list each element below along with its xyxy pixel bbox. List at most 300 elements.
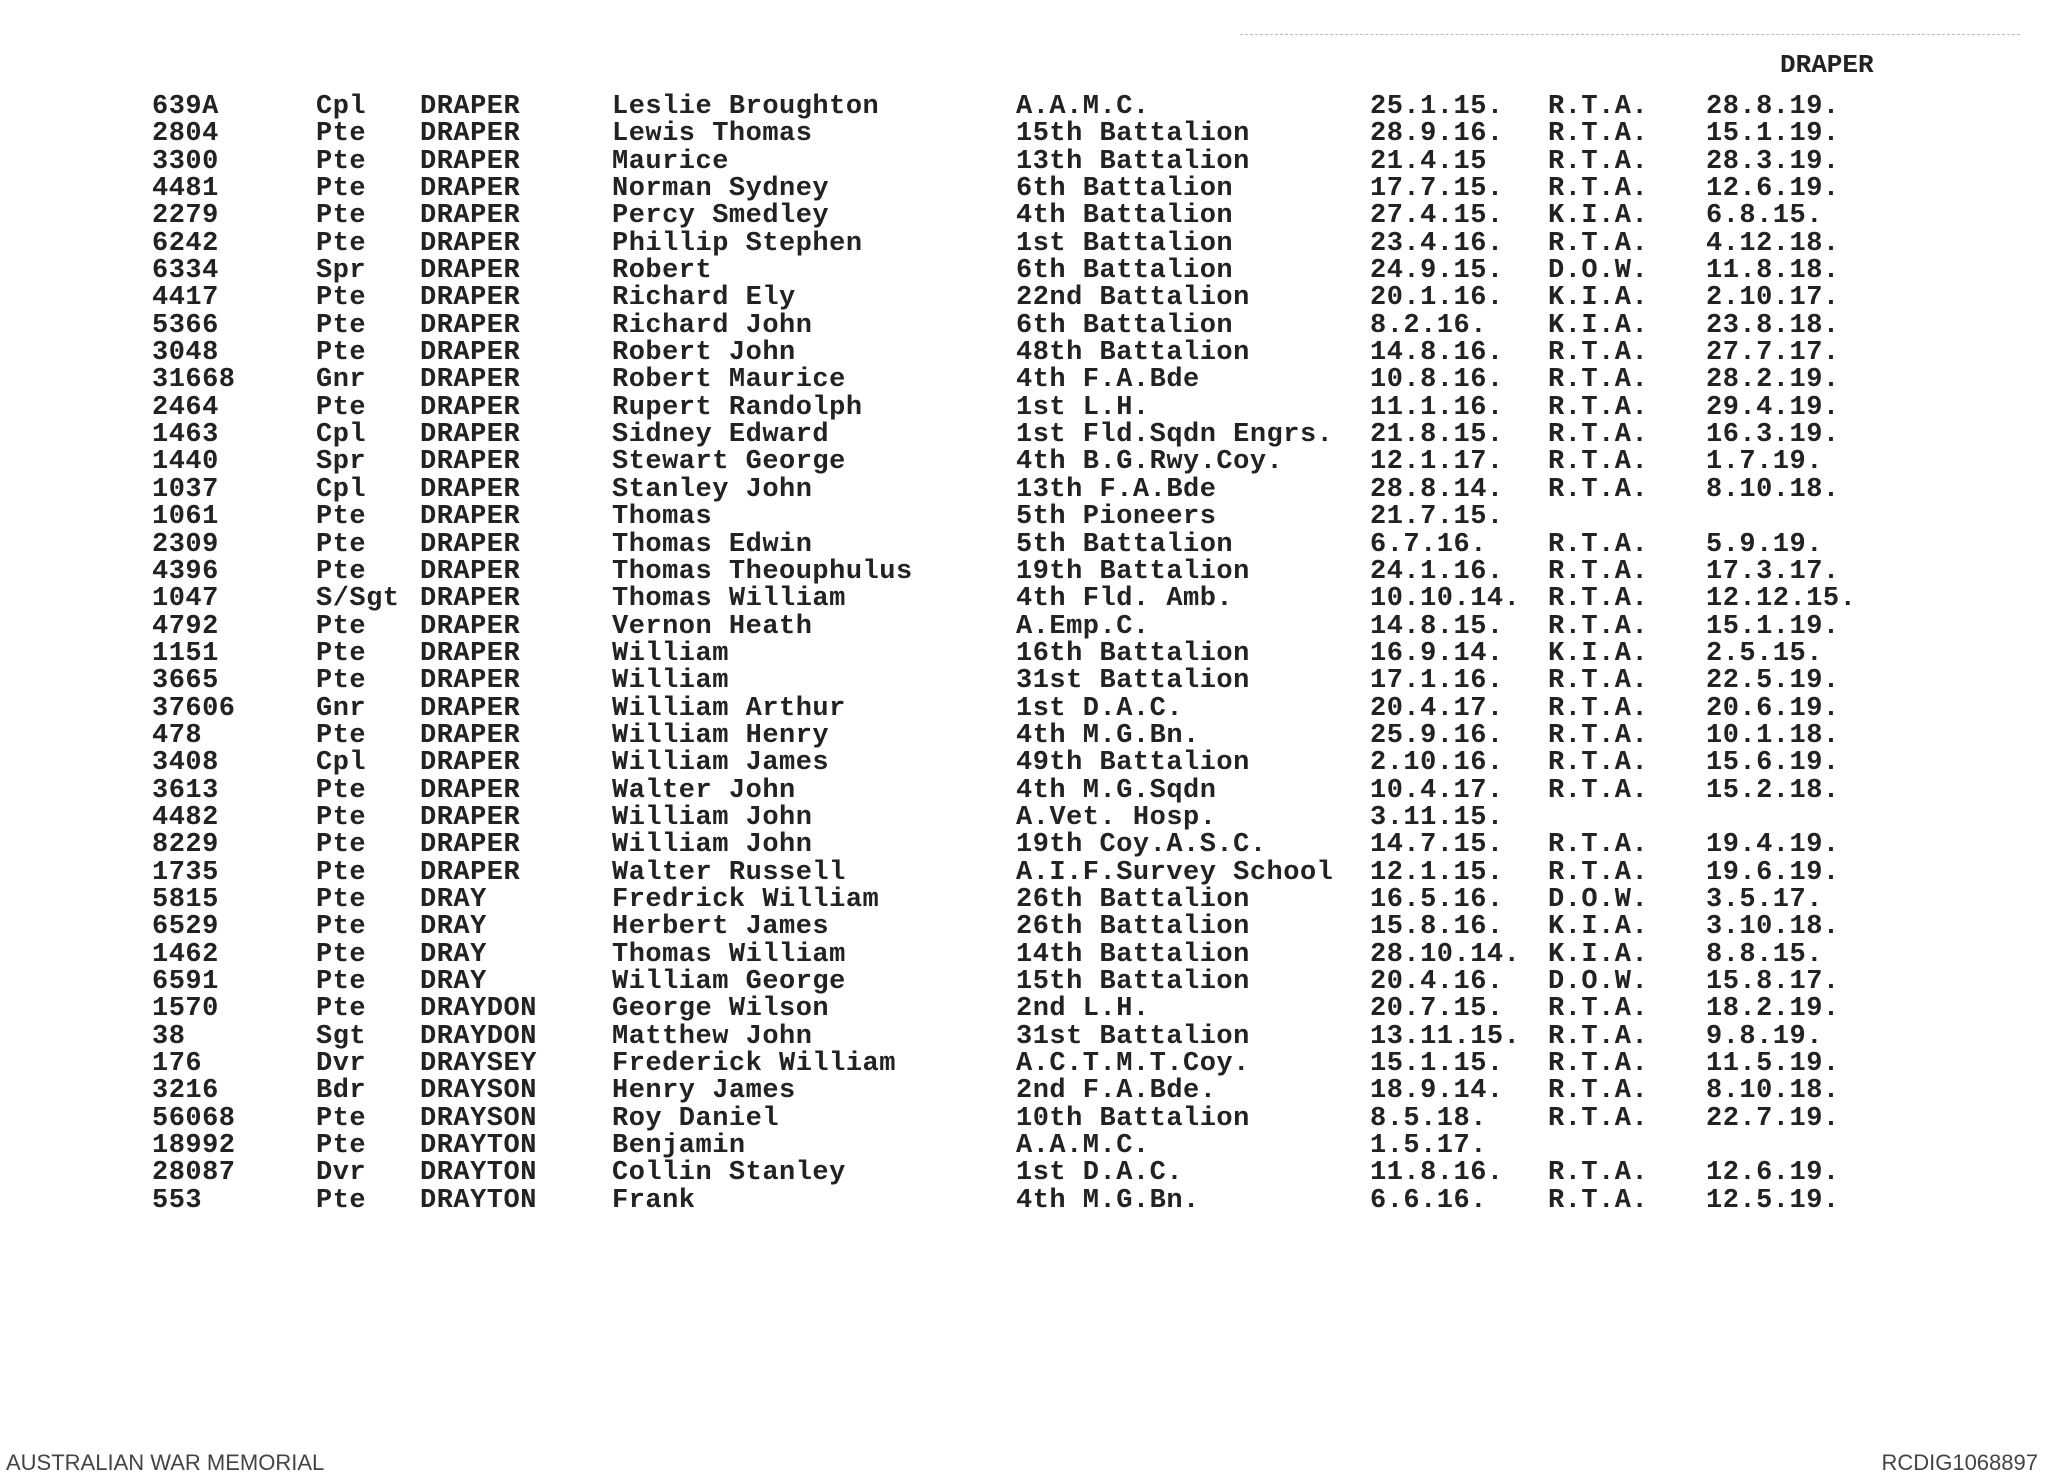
cell-given-names: Robert	[612, 256, 713, 287]
cell-date: 28.8.19.	[1706, 92, 1840, 122]
cell-number: 1061	[152, 502, 219, 533]
cell-enlisted: 13.11.15.	[1370, 1021, 1521, 1052]
cell-rank: Pte	[316, 1131, 367, 1162]
cell-enlisted: 20.1.16.	[1370, 283, 1504, 314]
cell-number: 1151	[152, 638, 219, 669]
cell-fate: R.T.A.	[1548, 720, 1649, 751]
cell-number: 1037	[152, 474, 219, 505]
table-row	[0, 258, 2048, 285]
cell-date: 15.1.19.	[1706, 611, 1840, 642]
table-row	[0, 1078, 2048, 1105]
table-row	[0, 556, 2048, 587]
cell-number: 18992	[152, 1131, 236, 1162]
cell-number: 2309	[152, 529, 219, 560]
cell-unit: A.A.M.C.	[1016, 1131, 1150, 1162]
cell-date: 28.3.19.	[1706, 146, 1840, 177]
cell-enlisted: 14.8.15.	[1370, 611, 1504, 642]
table-row	[0, 750, 2048, 777]
cell-number: 28087	[152, 1158, 236, 1189]
cell-date: 16.3.19.	[1706, 420, 1840, 451]
table-row	[0, 285, 2048, 312]
cell-date: 19.6.19.	[1706, 857, 1840, 888]
cell-rank: Sgt	[316, 1021, 367, 1052]
cell-enlisted: 17.7.15.	[1370, 174, 1504, 205]
cell-surname: DRAYDON	[420, 1021, 537, 1052]
table-row	[0, 857, 2048, 888]
cell-rank: Dvr	[316, 1049, 367, 1080]
cell-surname: DRAY	[420, 912, 487, 943]
table-row	[0, 969, 2048, 996]
cell-date: 15.6.19.	[1706, 748, 1840, 779]
table-row	[0, 176, 2048, 203]
cell-enlisted: 10.8.16.	[1370, 365, 1504, 396]
cell-given-names: Thomas William	[612, 584, 846, 615]
cell-fate: R.T.A.	[1548, 338, 1649, 369]
cell-number: 1462	[152, 939, 219, 970]
cell-surname: DRAPER	[420, 720, 521, 751]
cell-rank: Pte	[316, 529, 367, 560]
cell-enlisted: 16.5.16.	[1370, 884, 1504, 915]
cell-unit: 1st Battalion	[1016, 228, 1234, 259]
cell-fate: R.T.A.	[1548, 994, 1649, 1025]
cell-given-names: Robert John	[612, 338, 796, 369]
cell-given-names: Norman Sydney	[612, 174, 830, 205]
cell-enlisted: 2.10.16.	[1370, 748, 1504, 779]
cell-rank: Pte	[316, 994, 367, 1025]
cell-surname: DRAPER	[420, 802, 521, 833]
cell-date: 19.4.19.	[1706, 830, 1840, 861]
cell-rank: Pte	[316, 201, 367, 232]
cell-rank: Pte	[316, 283, 367, 314]
cell-surname: DRAPER	[420, 748, 521, 779]
cell-unit: 19th Coy.A.S.C.	[1016, 830, 1267, 861]
cell-given-names: Leslie Broughton	[612, 92, 880, 122]
cell-rank: Pte	[316, 310, 367, 341]
cell-number: 6529	[152, 912, 219, 943]
cell-date: 23.8.18.	[1706, 310, 1840, 341]
cell-number: 1440	[152, 447, 219, 478]
cell-fate: K.I.A.	[1548, 310, 1649, 341]
top-rule	[1240, 34, 2020, 35]
table-row	[0, 996, 2048, 1023]
cell-date: 22.5.19.	[1706, 666, 1840, 697]
cell-fate: R.T.A.	[1548, 392, 1649, 423]
cell-given-names: Roy Daniel	[612, 1103, 780, 1134]
cell-surname: DRAPER	[420, 666, 521, 697]
cell-enlisted: 10.4.17.	[1370, 775, 1504, 806]
cell-unit: A.C.T.M.T.Coy.	[1016, 1049, 1250, 1080]
cell-rank: Dvr	[316, 1158, 367, 1189]
cell-enlisted: 23.4.16.	[1370, 228, 1504, 259]
cell-surname: DRAYDON	[420, 994, 537, 1025]
cell-surname: DRAY	[420, 884, 487, 915]
cell-rank: Pte	[316, 556, 367, 587]
cell-number: 3665	[152, 666, 219, 697]
cell-number: 6242	[152, 228, 219, 259]
cell-number: 1735	[152, 857, 219, 888]
cell-surname: DRAPER	[420, 256, 521, 287]
cell-date: 1.7.19.	[1706, 447, 1823, 478]
cell-fate: K.I.A.	[1548, 912, 1649, 943]
cell-unit: 5th Pioneers	[1016, 502, 1217, 533]
cell-enlisted: 21.8.15.	[1370, 420, 1504, 451]
cell-enlisted: 1.5.17.	[1370, 1131, 1487, 1162]
cell-surname: DRAPER	[420, 338, 521, 369]
cell-enlisted: 3.11.15.	[1370, 802, 1504, 833]
cell-fate: R.T.A.	[1548, 666, 1649, 697]
cell-given-names: William John	[612, 802, 813, 833]
cell-rank: Pte	[316, 939, 367, 970]
cell-rank: Pte	[316, 338, 367, 369]
table-row	[0, 121, 2048, 148]
cell-fate: K.I.A.	[1548, 939, 1649, 970]
cell-rank: Cpl	[316, 420, 367, 451]
cell-unit: 13th Battalion	[1016, 146, 1250, 177]
cell-surname: DRAPER	[420, 447, 521, 478]
cell-unit: 1st D.A.C.	[1016, 693, 1184, 724]
cell-rank: Pte	[316, 802, 367, 833]
cell-rank: Gnr	[316, 693, 367, 724]
cell-number: 1047	[152, 584, 219, 615]
cell-unit: 22nd Battalion	[1016, 283, 1250, 314]
cell-fate: R.T.A.	[1548, 1103, 1649, 1134]
cell-surname: DRAPER	[420, 556, 521, 587]
cell-fate: K.I.A.	[1548, 201, 1649, 232]
cell-enlisted: 20.7.15.	[1370, 994, 1504, 1025]
cell-given-names: William John	[612, 830, 813, 861]
cell-given-names: Thomas William	[612, 939, 846, 970]
cell-surname: DRAPER	[420, 146, 521, 177]
cell-rank: Pte	[316, 228, 367, 259]
table-row	[0, 802, 2048, 833]
cell-surname: DRAY	[420, 939, 487, 970]
cell-unit: 4th B.G.Rwy.Coy.	[1016, 447, 1284, 478]
cell-date: 15.2.18.	[1706, 775, 1840, 806]
cell-fate: R.T.A.	[1548, 474, 1649, 505]
cell-given-names: Percy Smedley	[612, 201, 830, 232]
cell-unit: A.Emp.C.	[1016, 611, 1150, 642]
cell-unit: 5th Battalion	[1016, 529, 1234, 560]
cell-rank: Pte	[316, 611, 367, 642]
cell-number: 3613	[152, 775, 219, 806]
cell-fate: K.I.A.	[1548, 638, 1649, 669]
cell-unit: A.Vet. Hosp.	[1016, 802, 1217, 833]
cell-given-names: George Wilson	[612, 994, 830, 1025]
cell-number: 6591	[152, 967, 219, 997]
cell-enlisted: 28.8.14.	[1370, 474, 1504, 505]
cell-number: 4482	[152, 802, 219, 833]
cell-rank: Cpl	[316, 474, 367, 505]
cell-given-names: Thomas Theouphulus	[612, 556, 913, 587]
cell-enlisted: 14.7.15.	[1370, 830, 1504, 861]
table-row	[0, 668, 2048, 695]
cell-given-names: Rupert Randolph	[612, 392, 863, 423]
cell-fate: R.T.A.	[1548, 830, 1649, 861]
cell-given-names: William George	[612, 967, 846, 997]
cell-enlisted: 15.8.16.	[1370, 912, 1504, 943]
cell-date: 12.12.15.	[1706, 584, 1857, 615]
cell-fate: R.T.A.	[1548, 365, 1649, 396]
cell-enlisted: 25.9.16.	[1370, 720, 1504, 751]
cell-given-names: Walter John	[612, 775, 796, 806]
nominal-roll-list	[0, 94, 2048, 1215]
cell-surname: DRAPER	[420, 392, 521, 423]
cell-date: 8.8.15.	[1706, 939, 1823, 970]
cell-fate: R.T.A.	[1548, 1076, 1649, 1107]
cell-fate: D.O.W.	[1548, 884, 1649, 915]
cell-enlisted: 28.10.14.	[1370, 939, 1521, 970]
cell-unit: 16th Battalion	[1016, 638, 1250, 669]
cell-surname: DRAY	[420, 967, 487, 997]
cell-given-names: Richard John	[612, 310, 813, 341]
cell-unit: 2nd L.H.	[1016, 994, 1150, 1025]
cell-rank: Gnr	[316, 365, 367, 396]
cell-enlisted: 16.9.14.	[1370, 638, 1504, 669]
cell-unit: 4th M.G.Bn.	[1016, 720, 1200, 751]
table-row	[0, 1185, 2048, 1216]
cell-enlisted: 10.10.14.	[1370, 584, 1521, 615]
cell-given-names: Frank	[612, 1185, 696, 1216]
cell-rank: Spr	[316, 256, 367, 287]
cell-unit: A.A.M.C.	[1016, 92, 1150, 122]
cell-number: 8229	[152, 830, 219, 861]
table-row	[0, 586, 2048, 613]
cell-surname: DRAPER	[420, 119, 521, 150]
cell-enlisted: 21.4.15	[1370, 146, 1487, 177]
cell-fate: R.T.A.	[1548, 119, 1649, 150]
cell-date: 11.5.19.	[1706, 1049, 1840, 1080]
cell-date: 12.6.19.	[1706, 174, 1840, 205]
cell-surname: DRAPER	[420, 502, 521, 533]
table-row	[0, 775, 2048, 806]
cell-number: 6334	[152, 256, 219, 287]
cell-enlisted: 27.4.15.	[1370, 201, 1504, 232]
cell-enlisted: 12.1.17.	[1370, 447, 1504, 478]
table-row	[0, 474, 2048, 505]
table-row	[0, 638, 2048, 669]
cell-rank: Pte	[316, 857, 367, 888]
cell-given-names: Collin Stanley	[612, 1158, 846, 1189]
cell-fate: R.T.A.	[1548, 748, 1649, 779]
cell-given-names: Benjamin	[612, 1131, 746, 1162]
table-row	[0, 203, 2048, 230]
cell-fate: R.T.A.	[1548, 584, 1649, 615]
cell-given-names: William James	[612, 748, 830, 779]
table-row	[0, 939, 2048, 970]
cell-surname: DRAPER	[420, 830, 521, 861]
cell-rank: Pte	[316, 884, 367, 915]
cell-number: 4481	[152, 174, 219, 205]
cell-surname: DRAPER	[420, 611, 521, 642]
cell-date: 9.8.19.	[1706, 1021, 1823, 1052]
cell-surname: DRAPER	[420, 857, 521, 888]
table-row	[0, 693, 2048, 724]
cell-rank: Pte	[316, 1103, 367, 1134]
cell-surname: DRAPER	[420, 201, 521, 232]
cell-fate: R.T.A.	[1548, 228, 1649, 259]
footer-record-id: RCDIG1068897	[1881, 1450, 2038, 1475]
cell-given-names: Matthew John	[612, 1021, 813, 1052]
cell-unit: 4th Battalion	[1016, 201, 1234, 232]
cell-given-names: Stanley John	[612, 474, 813, 505]
cell-number: 56068	[152, 1103, 236, 1134]
cell-number: 31668	[152, 365, 236, 396]
cell-number: 38	[152, 1021, 186, 1052]
cell-surname: DRAPER	[420, 365, 521, 396]
cell-unit: 4th M.G.Bn.	[1016, 1185, 1200, 1216]
cell-date: 27.7.17.	[1706, 338, 1840, 369]
cell-enlisted: 11.1.16.	[1370, 392, 1504, 423]
cell-enlisted: 6.7.16.	[1370, 529, 1487, 560]
table-row	[0, 914, 2048, 941]
cell-rank: Spr	[316, 447, 367, 478]
cell-rank: Pte	[316, 502, 367, 533]
cell-given-names: Robert Maurice	[612, 365, 846, 396]
cell-fate: R.T.A.	[1548, 693, 1649, 724]
cell-unit: 31st Battalion	[1016, 1021, 1250, 1052]
cell-unit: 13th F.A.Bde	[1016, 474, 1217, 505]
cell-surname: DRAPER	[420, 775, 521, 806]
cell-enlisted: 18.9.14.	[1370, 1076, 1504, 1107]
cell-number: 2804	[152, 119, 219, 150]
cell-unit: 26th Battalion	[1016, 912, 1250, 943]
cell-number: 478	[152, 720, 203, 751]
cell-date: 6.8.15.	[1706, 201, 1823, 232]
cell-number: 37606	[152, 693, 236, 724]
table-row	[0, 720, 2048, 751]
cell-surname: DRAPER	[420, 92, 521, 122]
cell-given-names: Stewart George	[612, 447, 846, 478]
cell-fate: R.T.A.	[1548, 146, 1649, 177]
cell-number: 2464	[152, 392, 219, 423]
cell-date: 3.5.17.	[1706, 884, 1823, 915]
cell-fate: R.T.A.	[1548, 447, 1649, 478]
table-row	[0, 367, 2048, 394]
cell-enlisted: 11.8.16.	[1370, 1158, 1504, 1189]
cell-surname: DRAPER	[420, 474, 521, 505]
cell-surname: DRAPER	[420, 310, 521, 341]
cell-rank: Pte	[316, 1185, 367, 1216]
cell-fate: R.T.A.	[1548, 1021, 1649, 1052]
cell-number: 4792	[152, 611, 219, 642]
cell-surname: DRAPER	[420, 228, 521, 259]
cell-rank: Pte	[316, 830, 367, 861]
cell-enlisted: 24.9.15.	[1370, 256, 1504, 287]
cell-rank: Pte	[316, 638, 367, 669]
cell-surname: DRAPER	[420, 420, 521, 451]
cell-rank: Cpl	[316, 748, 367, 779]
cell-fate: R.T.A.	[1548, 1185, 1649, 1216]
cell-unit: 48th Battalion	[1016, 338, 1250, 369]
cell-date: 10.1.18.	[1706, 720, 1840, 751]
cell-unit: 15th Battalion	[1016, 119, 1250, 150]
table-row	[0, 228, 2048, 259]
cell-given-names: William	[612, 638, 729, 669]
page-header: DRAPER	[1780, 50, 1874, 80]
cell-number: 1570	[152, 994, 219, 1025]
cell-rank: Pte	[316, 174, 367, 205]
cell-rank: Pte	[316, 775, 367, 806]
cell-given-names: Richard Ely	[612, 283, 796, 314]
cell-unit: 15th Battalion	[1016, 967, 1250, 997]
cell-fate: R.T.A.	[1548, 92, 1649, 122]
cell-unit: 1st L.H.	[1016, 392, 1150, 423]
cell-surname: DRAYTON	[420, 1158, 537, 1189]
cell-fate: R.T.A.	[1548, 420, 1649, 451]
cell-given-names: Henry James	[612, 1076, 796, 1107]
cell-given-names: Thomas Edwin	[612, 529, 813, 560]
cell-surname: DRAPER	[420, 584, 521, 615]
table-row	[0, 884, 2048, 915]
cell-rank: Pte	[316, 392, 367, 423]
cell-unit: 4th M.G.Sqdn	[1016, 775, 1217, 806]
cell-rank: Pte	[316, 146, 367, 177]
footer-institution: AUSTRALIAN WAR MEMORIAL	[6, 1450, 325, 1475]
cell-number: 1463	[152, 420, 219, 451]
cell-unit: 31st Battalion	[1016, 666, 1250, 697]
cell-given-names: William Arthur	[612, 693, 846, 724]
cell-date: 11.8.18.	[1706, 256, 1840, 287]
cell-surname: DRAPER	[420, 283, 521, 314]
cell-number: 553	[152, 1185, 203, 1216]
cell-number: 4396	[152, 556, 219, 587]
cell-enlisted: 8.5.18.	[1370, 1103, 1487, 1134]
cell-rank: Cpl	[316, 92, 367, 122]
cell-unit: 1st D.A.C.	[1016, 1158, 1184, 1189]
table-row	[0, 94, 2048, 121]
cell-given-names: Thomas	[612, 502, 713, 533]
cell-rank: Pte	[316, 912, 367, 943]
cell-date: 22.7.19.	[1706, 1103, 1840, 1134]
cell-fate: R.T.A.	[1548, 1049, 1649, 1080]
cell-surname: DRAPER	[420, 693, 521, 724]
table-row	[0, 340, 2048, 367]
cell-fate: R.T.A.	[1548, 556, 1649, 587]
cell-date: 12.5.19.	[1706, 1185, 1840, 1216]
cell-given-names: William	[612, 666, 729, 697]
cell-number: 2279	[152, 201, 219, 232]
cell-number: 5366	[152, 310, 219, 341]
cell-surname: DRAPER	[420, 638, 521, 669]
cell-given-names: Phillip Stephen	[612, 228, 863, 259]
cell-given-names: Herbert James	[612, 912, 830, 943]
cell-date: 17.3.17.	[1706, 556, 1840, 587]
cell-fate: K.I.A.	[1548, 283, 1649, 314]
cell-date: 8.10.18.	[1706, 474, 1840, 505]
cell-date: 3.10.18.	[1706, 912, 1840, 943]
table-row	[0, 422, 2048, 449]
table-row	[0, 310, 2048, 341]
table-row	[0, 392, 2048, 423]
cell-unit: 2nd F.A.Bde.	[1016, 1076, 1217, 1107]
cell-enlisted: 25.1.15.	[1370, 92, 1504, 122]
cell-unit: 1st Fld.Sqdn Engrs.	[1016, 420, 1334, 451]
cell-fate: R.T.A.	[1548, 529, 1649, 560]
cell-rank: Bdr	[316, 1076, 367, 1107]
cell-unit: 6th Battalion	[1016, 310, 1234, 341]
table-row	[0, 449, 2048, 476]
cell-unit: 26th Battalion	[1016, 884, 1250, 915]
cell-fate: R.T.A.	[1548, 1158, 1649, 1189]
cell-number: 3216	[152, 1076, 219, 1107]
cell-unit: 4th Fld. Amb.	[1016, 584, 1234, 615]
table-row	[0, 1051, 2048, 1078]
cell-enlisted: 6.6.16.	[1370, 1185, 1487, 1216]
cell-date: 8.10.18.	[1706, 1076, 1840, 1107]
cell-unit: 49th Battalion	[1016, 748, 1250, 779]
cell-date: 20.6.19.	[1706, 693, 1840, 724]
cell-given-names: Sidney Edward	[612, 420, 830, 451]
